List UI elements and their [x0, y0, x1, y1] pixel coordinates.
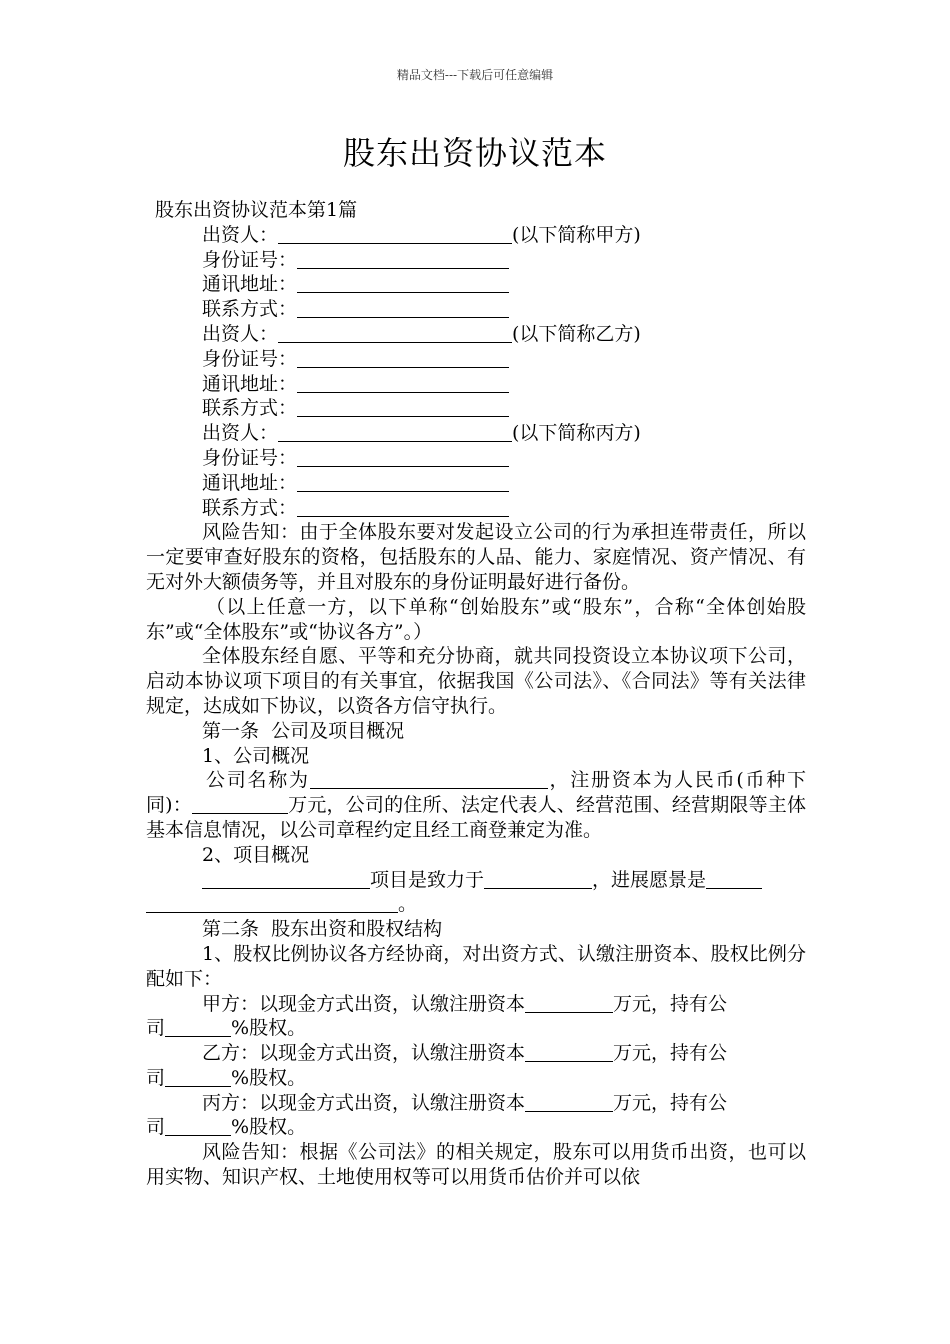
share-text: 乙方：以现金方式出资，认缴注册资本: [202, 1042, 526, 1065]
blank-field: [278, 225, 512, 244]
project-end: 。: [398, 893, 418, 916]
blank-field: [297, 498, 509, 517]
blank-field: [278, 324, 512, 343]
party-c-contact-line: [146, 496, 806, 521]
article-1-heading: 第一条 公司及项目概况: [202, 719, 405, 742]
company-overview: [146, 768, 806, 842]
definition-note: （以上任意一方，以下单称“创始股东”或“股东”，合称“全体创始股东”或“全体股东”或“协议各方”。）: [146, 595, 806, 643]
investor-label: 出资人：: [202, 422, 279, 445]
share-text: %股权。: [231, 1066, 307, 1089]
section-1-heading: 1、公司概况: [202, 744, 310, 767]
section-2-heading: 2、项目概况: [202, 843, 310, 866]
subtitle: 股东出资协议范本第1篇: [155, 199, 358, 221]
blank-field: [484, 870, 592, 889]
share-text: 甲方：以现金方式出资，认缴注册资本: [202, 992, 526, 1015]
party-b-investor-line: [146, 322, 806, 347]
blank-field: [706, 870, 762, 889]
blank-field: [297, 274, 509, 293]
blank-field: [278, 423, 512, 442]
risk-notice-2: 风险告知：根据《公司法》的相关规定，股东可以用货币出资，也可以用实物、知识产权、土地使用权等可以用货币估价并可以依: [146, 1141, 806, 1189]
blank-field: [297, 398, 509, 417]
blank-field: [165, 1117, 231, 1136]
company-text-a: 公司名称为: [206, 769, 310, 792]
blank-field: [297, 349, 509, 368]
blank-field: [297, 374, 509, 393]
risk-notice-1: 风险告知：由于全体股东要对发起设立公司的行为承担连带责任，所以一定要审查好股东的资格，包括股东的人品、能力、家庭情况、资产情况、有无对外大额债务等，并且对股东的身份证明最好进行备份。: [146, 521, 806, 593]
blank-field: [297, 448, 509, 467]
share-text: 司: [146, 1066, 166, 1089]
article-2-heading: 第二条 股东出资和股权结构: [202, 918, 443, 941]
share-party-b: [146, 1041, 806, 1066]
share-party-a-cont: [146, 1016, 806, 1041]
id-label: 身份证号：: [202, 248, 298, 271]
blank-field: [146, 894, 398, 913]
party-c-id-line: [146, 446, 806, 471]
id-label: 身份证号：: [202, 347, 298, 370]
page-header: 精品文档---下载后可任意编辑: [396, 68, 554, 82]
blank-field: [525, 994, 613, 1013]
id-label: 身份证号：: [202, 446, 298, 469]
blank-field: [165, 1018, 231, 1037]
share-text: 万元，持有公: [613, 1042, 728, 1065]
document-title: 股东出资协议范本: [342, 134, 607, 172]
party-a-contact-line: [146, 297, 806, 322]
company-text-b: ，注册资本为人民币(币种下同)：: [146, 769, 806, 817]
contact-label: 联系方式：: [202, 298, 298, 321]
share-text: 司: [146, 1017, 166, 1040]
equity-intro: 1、股权比例协议各方经协商，对出资方式、认缴注册资本、股权比例分配如下：: [146, 942, 806, 990]
share-text: %股权。: [231, 1116, 307, 1139]
intro-paragraph: 全体股东经自愿、平等和充分协商，就共同投资设立本协议项下公司，启动本协议项下项目的有关事宜，依据我国《公司法》、《合同法》等有关法律规定，达成如下协议，以资各方信守执行。: [146, 645, 806, 717]
party-a-address-line: [146, 272, 806, 297]
blank-field: [192, 795, 288, 814]
share-party-b-cont: [146, 1066, 806, 1091]
project-line: [146, 868, 806, 893]
investor-label: 出资人：: [202, 223, 279, 246]
document-body: [146, 198, 806, 1190]
blank-field: [297, 473, 509, 492]
share-text: 丙方：以现金方式出资，认缴注册资本: [202, 1091, 526, 1114]
company-text-c: 万元，公司的住所、法定代表人、经营范围、经营期限等主体基本信息情况，以公司章程约定且经工商登兼定为准。: [146, 794, 806, 841]
share-text: 万元，持有公: [613, 1091, 728, 1114]
address-label: 通讯地址：: [202, 273, 298, 296]
project-text-a: 项目是致力于: [370, 868, 485, 891]
contact-label: 联系方式：: [202, 397, 298, 420]
blank-field: [297, 250, 509, 269]
blank-field: [525, 1043, 613, 1062]
party-b-contact-line: [146, 396, 806, 421]
blank-field: [525, 1093, 613, 1112]
blank-field: [297, 299, 509, 318]
party-a-id-line: [146, 248, 806, 273]
contact-label: 联系方式：: [202, 496, 298, 519]
share-party-c: [146, 1091, 806, 1116]
party-alias: (以下简称甲方): [512, 223, 641, 246]
party-b-id-line: [146, 347, 806, 372]
share-party-c-cont: [146, 1115, 806, 1140]
party-a-investor-line: [146, 223, 806, 248]
share-text: 司: [146, 1116, 166, 1139]
project-line-cont: [146, 892, 806, 917]
blank-field: [165, 1068, 231, 1087]
address-label: 通讯地址：: [202, 471, 298, 494]
share-text: %股权。: [231, 1017, 307, 1040]
address-label: 通讯地址：: [202, 372, 298, 395]
party-alias: (以下简称乙方): [512, 322, 641, 345]
share-text: 万元，持有公: [613, 992, 728, 1015]
blank-field: [202, 870, 370, 889]
investor-label: 出资人：: [202, 322, 279, 345]
party-alias: (以下简称丙方): [512, 422, 641, 445]
party-c-investor-line: [146, 421, 806, 446]
blank-field: [310, 770, 548, 789]
party-c-address-line: [146, 471, 806, 496]
share-party-a: [146, 992, 806, 1017]
project-text-b: ，进展愿景是: [592, 868, 707, 891]
party-b-address-line: [146, 372, 806, 397]
